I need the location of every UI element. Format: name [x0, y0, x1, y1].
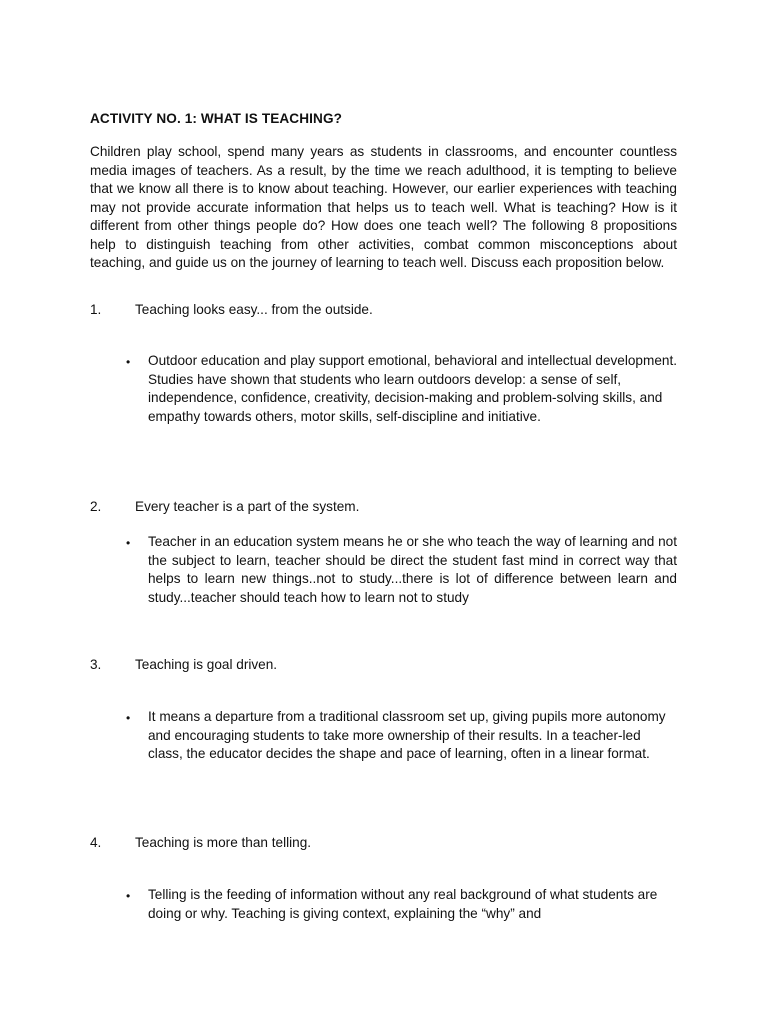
item-heading-2: Every teacher is a part of the system.	[135, 499, 360, 514]
item-number-2: 2.	[90, 499, 102, 514]
item-heading-1: Teaching looks easy... from the outside.	[135, 302, 373, 317]
bullet-icon: •	[126, 536, 131, 550]
item-bullet-text-1: Outdoor education and play support emotional, behavioral and intellectual development. Studies have shown that students who learn outdoors develop: a sense of self, independence, confidence, creativity, decision-making and problem-solving skills, and empathy towards others, motor skills, self-discipline and initiative.	[148, 353, 677, 424]
item-bullet-text-4: Telling is the feeding of information without any real background of what students are doing or why. Teaching is giving context, explaining the “why” and	[148, 887, 658, 921]
bullet-icon: •	[126, 889, 131, 903]
item-heading-3: Teaching is goal driven.	[135, 657, 278, 672]
item-number-4: 4.	[90, 835, 102, 850]
bullet-icon: •	[126, 355, 131, 369]
item-heading-4: Teaching is more than telling.	[135, 835, 312, 850]
item-bullet-text-3: It means a departure from a traditional classroom set up, giving pupils more autonomy and encouraging students to take more ownership of their results. In a teacher-led class, the educator decides the shape and pace of learning, often in a linear format.	[148, 709, 666, 761]
intro-paragraph: Children play school, spend many years as students in classrooms, and encounter countless media images of teachers. As a result, by the time we reach adulthood, it is tempting to believe that we know all there is to know about teaching. However, our earlier experiences with teaching may not provide accurate information that helps us to teach well. What is teaching? How is it different from other things people do? How does one teach well? The following 8 propositions help to distinguish teaching from other activities, combat common misconceptions about teaching, and guide us on the journey of learning to teach well. Discuss each proposition below.	[90, 144, 677, 270]
item-number-3: 3.	[90, 657, 102, 672]
bullet-icon: •	[126, 711, 131, 725]
activity-title: ACTIVITY NO. 1: WHAT IS TEACHING?	[90, 111, 343, 126]
item-number-1: 1.	[90, 302, 102, 317]
item-bullet-text-2: Teacher in an education system means he or she who teach the way of learning and not the subject to learn, teacher should be direct the student fast mind in correct way that helps to learn new things..not to study...there is lot of difference between learn and study...teacher should teach how to learn not to study	[148, 534, 677, 605]
